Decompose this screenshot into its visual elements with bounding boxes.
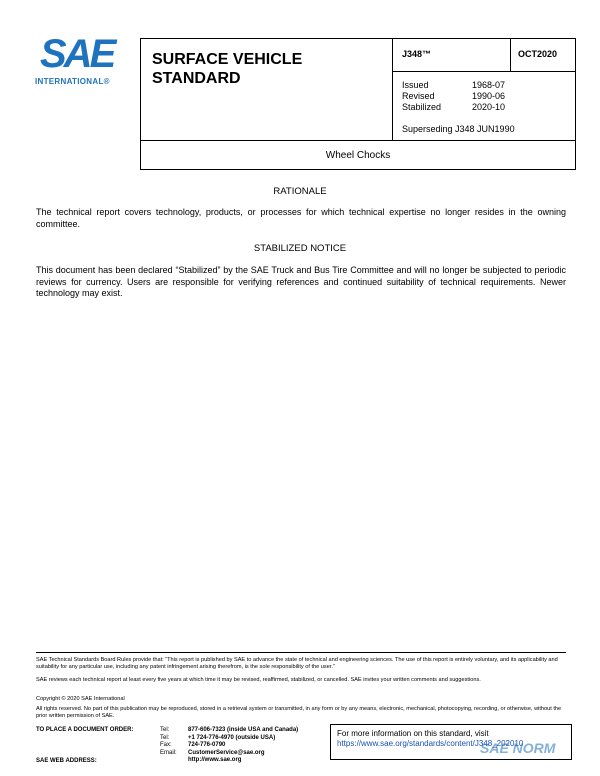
contact-label (160, 757, 188, 765)
contact-row (160, 727, 298, 735)
watermark-logo: SAE NORM (480, 740, 556, 756)
web-address-label: SAE WEB ADDRESS: (36, 758, 97, 764)
document-title: Wheel Chocks (325, 150, 391, 161)
sae-logo-subtitle: INTERNATIONAL® (35, 77, 110, 86)
contact-value: 877-606-7323 (inside USA and Canada) (188, 727, 299, 733)
contact-label: Tel: (160, 727, 170, 733)
rationale-text: The technical report covers technology, products, or processes for which technical expertise no longer resides in the owning committee. (36, 207, 566, 229)
header-divider (140, 140, 576, 141)
contact-list (160, 727, 298, 765)
standard-url-link[interactable]: https://www.sae.org/standards/content/J348_202010 (337, 739, 524, 748)
document-type-line: STANDARD (152, 70, 241, 87)
history-value: 1968-07 (472, 80, 506, 90)
history-value: 2020-10 (472, 102, 506, 112)
standard-number: J348™ (402, 49, 432, 59)
sae-website-link[interactable]: http://www.sae.org (188, 757, 242, 764)
contact-label: Fax: (160, 742, 172, 749)
history-label: Issued (402, 80, 429, 90)
header-divider (510, 38, 511, 71)
history-row (402, 91, 505, 102)
header-divider (392, 71, 576, 72)
footer-rule (36, 652, 566, 653)
rights-text: All rights reserved. No part of this publication may be reproduced, stored in a retrieval system or transmitted, in any form or by any means, electronic, mechanical, photocopying, recording, or otherwise, without the prior written permission of SAE. (36, 706, 562, 719)
superseding-note: Superseding J348 JUN1990 (402, 124, 515, 134)
contact-row (160, 742, 298, 750)
stabilized-heading: STABILIZED NOTICE (253, 243, 347, 254)
contact-label: Tel: (160, 734, 170, 741)
history-label: Stabilized (402, 102, 442, 112)
order-label: TO PLACE A DOCUMENT ORDER: (36, 727, 134, 733)
history-row (402, 102, 505, 113)
header-divider (392, 38, 393, 140)
contact-value: 724-776-0790 (188, 742, 226, 749)
board-rules-text: SAE Technical Standards Board Rules provide that: “This report is published by SAE to advance the state of technical and engineering sciences. The use of this report is entirely voluntary, and its applicability and suitability for any particular use, including any patent infringement arising therefrom, is the sole responsibility of the user.” (36, 657, 558, 670)
contact-row (160, 735, 298, 743)
contact-row (160, 750, 298, 758)
document-type-title (152, 50, 382, 88)
history-value: 1990-06 (472, 91, 506, 101)
copyright-text: Copyright © 2020 SAE International (36, 696, 125, 702)
review-text: SAE reviews each technical report at least every five years at which time it may be revised, reaffirmed, stabilized, or cancelled. SAE invites your written comments and suggestions. (36, 677, 481, 683)
history-label: Revised (402, 91, 435, 101)
contact-label: Email: (160, 749, 177, 756)
more-info-text: For more information on this standard, visit (337, 729, 489, 738)
rationale-heading: RATIONALE (273, 186, 327, 197)
history-row (402, 80, 505, 91)
document-type-line: SURFACE VEHICLE (152, 51, 303, 68)
contact-email-link[interactable]: CustomerService@sae.org (188, 749, 265, 756)
contact-value: +1 724-776-4970 (outside USA) (188, 734, 276, 741)
revision-history (402, 80, 505, 113)
sae-logo-mark: SAE (40, 32, 114, 76)
contact-row (160, 757, 298, 765)
stabilized-text: This document has been declared “Stabilized” by the SAE Truck and Bus Tire Committee and will no longer be subjected to periodic reviews for currency. Users are responsible for verifying references and continued suitability of technical requirements. Newer technology may exist. (36, 265, 566, 298)
standard-date: OCT2020 (518, 49, 558, 59)
